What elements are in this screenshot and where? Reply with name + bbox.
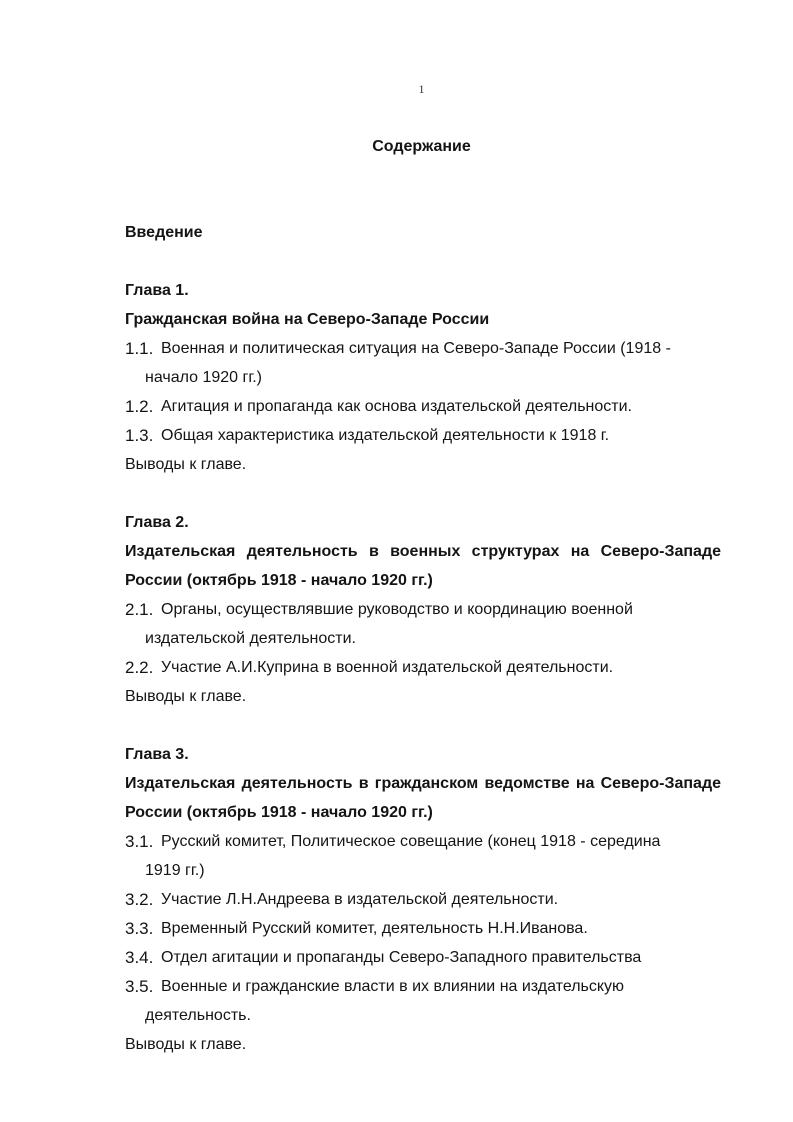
chapter-label: Глава 1. — [125, 282, 189, 299]
section-number: 1.1. — [125, 339, 154, 358]
section-text: Общая характеристика издательской деятельности к 1918 г. — [161, 427, 610, 444]
toc-section — [125, 334, 721, 363]
toc-intro: Введение — [125, 224, 203, 241]
section-number: 3.2. — [125, 890, 154, 909]
section-number: 2.1. — [125, 600, 154, 619]
chapter-label: Глава 2. — [125, 514, 189, 531]
chapter-title: Издательская деятельность в гражданском ведомстве на Северо-Западе России (октябрь 1918 - начало 1920 гг.) — [125, 775, 721, 821]
toc-section — [125, 885, 721, 914]
toc-section — [125, 392, 721, 421]
toc-section — [125, 595, 721, 624]
toc-section — [125, 943, 721, 972]
toc-section — [125, 827, 721, 856]
section-text: Военная и политическая ситуация на Северо-Западе России (1918 - — [161, 340, 671, 357]
section-number: 3.4. — [125, 948, 154, 967]
toc-section — [125, 972, 721, 1001]
section-number: 3.1. — [125, 832, 154, 851]
section-text: Агитация и пропаганда как основа издательской деятельности. — [161, 398, 632, 415]
toc-section — [125, 421, 721, 450]
section-text: Участие Л.Н.Андреева в издательской деятельности. — [161, 891, 559, 908]
section-number: 3.5. — [125, 977, 154, 996]
chapter-3 — [125, 740, 721, 1059]
section-number: 3.3. — [125, 919, 154, 938]
table-of-contents — [125, 218, 721, 1059]
chapter-conclusion: Выводы к главе. — [125, 456, 247, 473]
section-text-continuation: начало 1920 гг.) — [145, 369, 263, 386]
page-number: 1 — [418, 82, 425, 96]
chapter-conclusion: Выводы к главе. — [125, 688, 247, 705]
section-text-continuation: 1919 гг.) — [145, 862, 205, 879]
section-text: Отдел агитации и пропаганды Северо-Западного правительства — [161, 949, 642, 966]
section-text: Военные и гражданские власти в их влиянии на издательскую — [161, 978, 625, 995]
chapter-title: Гражданская война на Северо-Западе России — [125, 311, 490, 328]
section-text: Русский комитет, Политическое совещание (конец 1918 - середина — [161, 833, 661, 850]
chapter-label: Глава 3. — [125, 746, 189, 763]
section-number: 2.2. — [125, 658, 154, 677]
section-text-continuation: деятельность. — [145, 1007, 251, 1024]
section-text: Временный Русский комитет, деятельность Н.Н.Иванова. — [161, 920, 588, 937]
section-text-continuation: издательской деятельности. — [145, 630, 356, 647]
section-text: Органы, осуществлявшие руководство и координацию военной — [161, 601, 633, 618]
toc-section — [125, 914, 721, 943]
chapter-conclusion: Выводы к главе. — [125, 1036, 247, 1053]
section-text: Участие А.И.Куприна в военной издательской деятельности. — [161, 659, 614, 676]
toc-section — [125, 653, 721, 682]
chapter-title: Издательская деятельность в военных структурах на Северо-Западе России (октябрь 1918 - начало 1920 гг.) — [125, 543, 721, 589]
section-number: 1.2. — [125, 397, 154, 416]
chapter-1 — [125, 276, 721, 479]
section-number: 1.3. — [125, 426, 154, 445]
chapter-2 — [125, 508, 721, 711]
page-title: Содержание — [372, 138, 471, 155]
